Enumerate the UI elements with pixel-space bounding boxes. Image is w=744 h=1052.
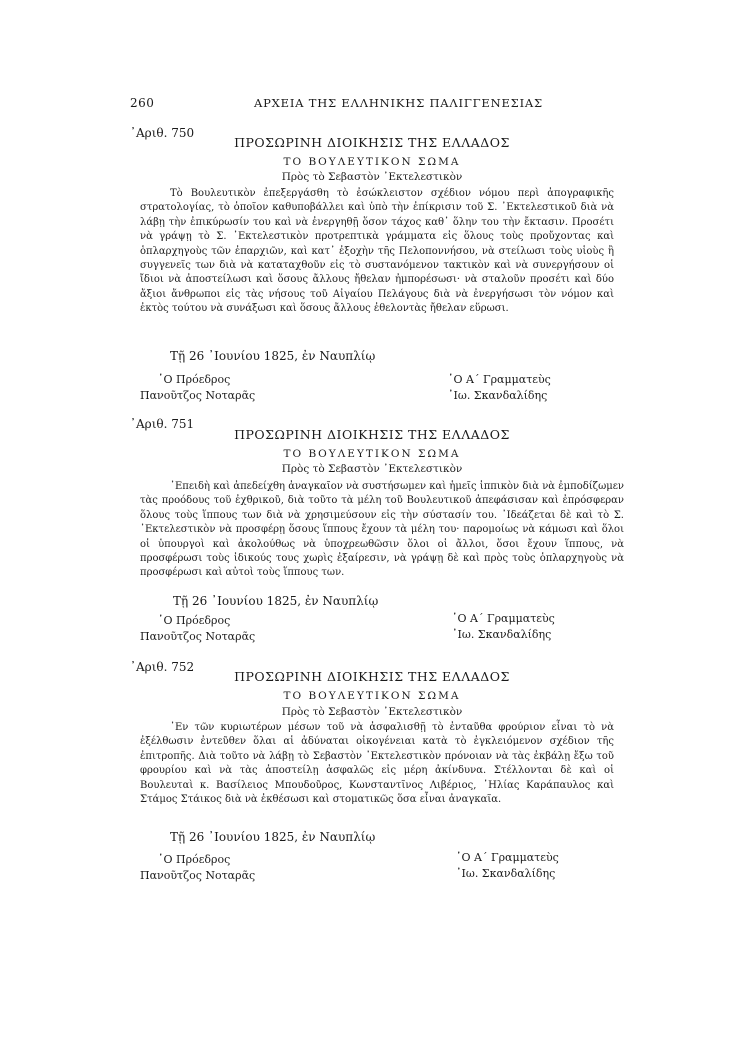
page-number: 260 <box>130 96 155 110</box>
running-title: ΑΡΧΕΙΑ ΤΗΣ ΕΛΛΗΝΙΚΗΣ ΠΑΛΙΓΓΕΝΕΣΙΑΣ <box>254 96 543 110</box>
signature-title: ῾Ο Α΄ Γραμματεὺς <box>456 851 559 864</box>
date-line: Τῇ 26 ᾿Ιουνίου 1825, ἐν Ναυπλίῳ <box>170 830 376 844</box>
signature-name: Πανοῦτζος Νοταρᾶς <box>140 389 256 402</box>
record-751 <box>130 417 624 655</box>
page-header <box>130 96 610 116</box>
date-line: Τῇ 26 ᾿Ιουνίου 1825, ἐν Ναυπλίῳ <box>170 349 376 363</box>
left-signature <box>140 852 255 884</box>
right-signature <box>452 611 555 643</box>
record-subheading: ΤΟ ΒΟΥΛΕΥΤΙΚΟΝ ΣΩΜΑ <box>283 156 461 168</box>
signature-title: ῾Ο Πρόεδρος <box>158 373 231 386</box>
left-signature <box>140 372 255 404</box>
record-body: ᾿Επειδὴ καὶ ἀπεδείχθη ἀναγκαῖον νὰ συστήσωμεν καὶ ἡμεῖς ἱππικὸν διὰ νὰ ἐμποδίζωμεν τὰς προόδους τοῦ ἐχθρικοῦ, διὰ τοῦτο τὰ μέλη τοῦ Βουλευτικοῦ ἀπεφάσισαν καὶ ἐπρόσφεραν ὅλους τοὺς ἵππους των διὰ νὰ χρησιμεύσουν εἰς τὴν σύστασίν του. ᾿Ιδεάζεται δὲ καὶ τὸ Σ. ᾿Εκτελεστικὸν νὰ προσφέρῃ ὅσους ἵππους ἔχουν τὰ μέλη του· παρομοίως νὰ κάμωσι καὶ ὅλοι οἱ ὑπουργοὶ καὶ ἀκολούθως νὰ ὑποχρεωθῶσιν ὅλοι οἱ ἄλλοι, ὅσοι ἔχουν ἵππους, νὰ προσφέρωσι τοὺς ἰδικούς τους χωρὶς ἐξαίρεσιν, νὰ γράψῃ δὲ καὶ πρὸς τοὺς ὁπλαρχηγοὺς νὰ προσφέρωσι καὶ αὐτοὶ τοὺς ἵππους των. <box>140 481 624 579</box>
signature-title: ῾Ο Α΄ Γραμματεὺς <box>452 612 555 625</box>
date-line: Τῇ 26 ᾿Ιουνίου 1825, ἐν Ναυπλίῳ <box>173 594 379 608</box>
record-body: Τὸ Βουλευτικὸν ἐπεξεργάσθη τὸ ἐσώκλειστον σχέδιον νόμου περὶ ἀπογραφικῆς στρατολογίας, τὸ ὁποῖον καθυποβάλλει καὶ ὑπὸ τὴν ἐπίκρισιν τοῦ Σ. ᾿Εκτελεστικοῦ διὰ νὰ λάβῃ τὴν ἐπικύρωσίν του καὶ νὰ ἐνεργηθῇ ὅσον τάχος καθ᾿ ὅλην του τὴν ἔκτασιν. Προσέτι νὰ γράψῃ τὸ Σ. ᾿Εκτελεστικὸν προτρεπτικὰ γράμματα εἰς ὅλους τοὺς προὔχοντας καὶ ὁπλαρχηγοὺς τῶν ἐπαρχιῶν, καὶ κατ᾿ ἐξοχὴν τῆς Πελοποννήσου, νὰ στείλωσι τοὺς υἱοὺς ἢ συγγενεῖς των διὰ νὰ καταταχθοῦν εἰς τὸ συστανόμενον τακτικὸν καὶ νὰ συνεργήσουν οἱ ἴδιοι νὰ ἀποστείλωσι καὶ ὅσους ἄλλους ἤθελαν ἠμπορέσωσι· νὰ σταλοῦν προσέτι καὶ δύο ἄξιοι ἄνθρωποι εἰς τὰς νήσους τοῦ Αἰγαίου Πελάγους διὰ νὰ ἐνεργήσωσι τὸν νόμον καὶ ἐκτὸς τούτου νὰ συνάξωσι καὶ ὅσους ἄλλους ἐθελοντὰς ἤθελαν εὕρωσι. <box>140 188 614 315</box>
record-number: ᾿Αριθ. 751 <box>130 417 195 431</box>
record-heading: ΠΡΟΣΩΡΙΝΗ ΔΙΟΙΚΗΣΙΣ ΤΗΣ ΕΛΛΑΔΟΣ <box>234 427 510 442</box>
signature-title: ῾Ο Α΄ Γραμματεὺς <box>448 373 551 386</box>
signature-title: ῾Ο Πρόεδρος <box>158 614 231 627</box>
record-subheading: ΤΟ ΒΟΥΛΕΥΤΙΚΟΝ ΣΩΜΑ <box>283 448 461 460</box>
record-addressee: Πρὸς τὸ Σεβαστὸν ᾿Εκτελεστικὸν <box>281 706 463 718</box>
right-signature <box>448 372 551 404</box>
record-heading: ΠΡΟΣΩΡΙΝΗ ΔΙΟΙΚΗΣΙΣ ΤΗΣ ΕΛΛΑΔΟΣ <box>234 669 510 684</box>
record-heading: ΠΡΟΣΩΡΙΝΗ ΔΙΟΙΚΗΣΙΣ ΤΗΣ ΕΛΛΑΔΟΣ <box>234 135 510 150</box>
signature-name: Πανοῦτζος Νοταρᾶς <box>140 630 256 643</box>
record-subheading: ΤΟ ΒΟΥΛΕΥΤΙΚΟΝ ΣΩΜΑ <box>283 690 461 702</box>
record-number: ᾿Αριθ. 750 <box>130 126 195 140</box>
signature-name: ᾿Ιω. Σκανδαλίδης <box>456 867 556 880</box>
record-752 <box>130 660 614 890</box>
record-number: ᾿Αριθ. 752 <box>130 660 195 674</box>
record-body: ᾿Εν τῶν κυριωτέρων μέσων τοῦ νὰ ἀσφαλισθῇ τὸ ἐνταῦθα φρούριον εἶναι τὸ νὰ ἐξέλθωσιν ἐντεῦθεν ὅλαι αἱ ἀδύναται οἰκογένειαι κατὰ τὸ ἐγκλειόμενον σχέδιον τῆς ἐπιτροπῆς. Διὰ τοῦτο νὰ λάβῃ τὸ Σεβαστὸν ᾿Εκτελεστικὸν πρόνοιαν νὰ τὰς ἐκβάλῃ ἔξω τοῦ φρουρίου καὶ νὰ τὰς ἀποστείλῃ ἀσφαλῶς εἰς μέρη ἀκίνδυνα. Στέλλονται δὲ καὶ οἱ Βουλευταὶ κ. Βασίλειος Μπουδοῦρος, Κωνσταντῖνος Λιβέριος, ῾Ηλίας Καράπαυλος καὶ Στάμος Στάικος διὰ νὰ ἐκθέσωσι καὶ στοματικῶς ὅσα εἶναι ἀναγκαῖα. <box>140 722 614 806</box>
signature-name: ᾿Ιω. Σκανδαλίδης <box>448 389 548 402</box>
signature-name: ᾿Ιω. Σκανδαλίδης <box>452 628 552 641</box>
signature-title: ῾Ο Πρόεδρος <box>158 853 231 866</box>
right-signature <box>456 850 559 882</box>
record-addressee: Πρὸς τὸ Σεβαστὸν ᾿Εκτελεστικὸν <box>281 463 463 475</box>
left-signature <box>140 613 255 645</box>
signature-name: Πανοῦτζος Νοταρᾶς <box>140 869 256 882</box>
record-addressee: Πρὸς τὸ Σεβαστὸν ᾿Εκτελεστικὸν <box>281 171 463 183</box>
record-750 <box>130 126 614 416</box>
